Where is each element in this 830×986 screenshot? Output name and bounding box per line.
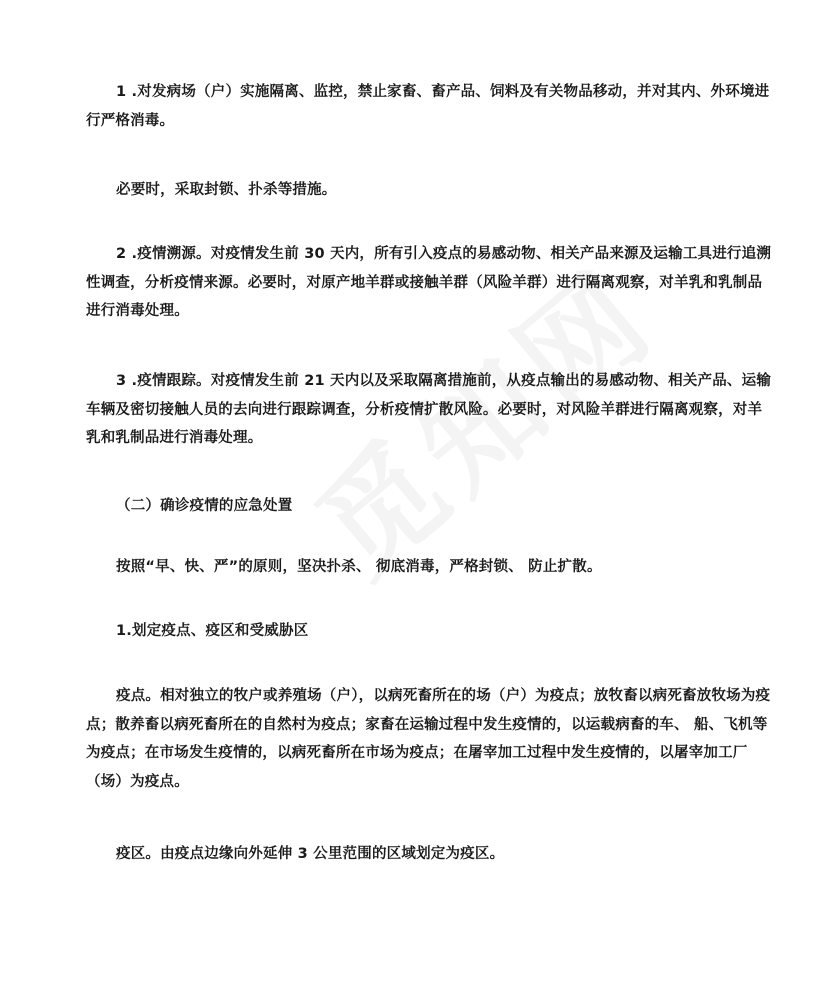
paragraph-epidemic-area: 疫区。由疫点边缘向外延伸 3 公里范围的区域划定为疫区。	[116, 846, 505, 862]
paragraph-principle: 按照“早、快、严”的原则，坚决扑杀、 彻底消毒，严格封锁、 防止扩散。	[116, 559, 602, 575]
paragraph-necessary-measures: 必要时，采取封锁、扑杀等措施。	[116, 182, 337, 198]
subheading-zone-definition: 1.划定疫点、疫区和受威胁区	[116, 623, 309, 639]
section-heading-confirmed-response: （二）确诊疫情的应急处置	[116, 498, 293, 514]
paragraph-tracking: 3 .疫情跟踪。对疫情发生前 21 天内以及采取隔离措施前，从疫点输出的易感动物、相关产品、运输车辆及密切接触人员的去向进行跟踪调查，分析疫情扩散风险。必要时，对风险羊群进行隔离观察，对羊乳和乳制品进行消毒处理。	[86, 373, 772, 446]
paragraph-tracing-source: 2 .疫情溯源。对疫情发生前 30 天内，所有引入疫点的易感动物、相关产品来源及运输工具进行追溯性调查，分析疫情来源。必要时，对原产地羊群或接触羊群（风险羊群）进行隔离观察，对羊乳和乳制品进行消毒处理。	[86, 246, 772, 319]
paragraph-isolation: 1 .对发病场（户）实施隔离、监控，禁止家畜、畜产品、饲料及有关物品移动，并对其内、外环境进行严格消毒。	[86, 84, 770, 129]
paragraph-epidemic-point: 疫点。相对独立的牧户或养殖场（户），以病死畜所在的场（户）为疫点；放牧畜以病死畜放牧场为疫点；散养畜以病死畜所在的自然村为疫点；家畜在运输过程中发生疫情的，以运载病畜的车、 船、飞机等为疫点；在市场发生疫情的，以病死畜所在市场为疫点；在屠宰加工过程中发生疫情的，以屠宰加工厂（场）为疫点。	[86, 688, 771, 790]
